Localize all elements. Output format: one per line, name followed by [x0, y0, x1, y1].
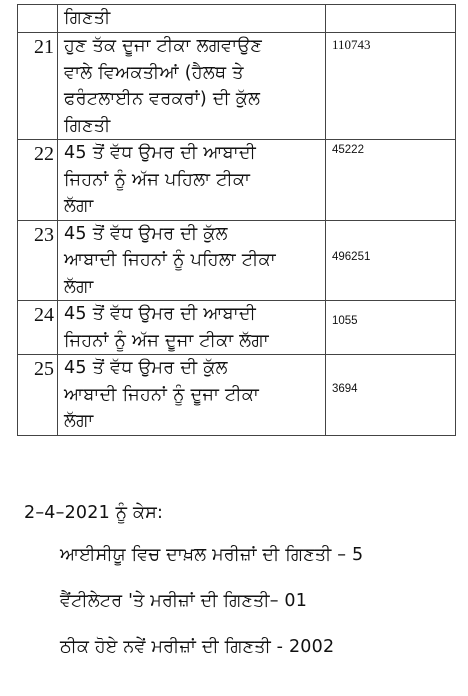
row-description [58, 301, 326, 355]
icu-patients-line: ਆਈਸੀਯੂ ਵਿਚ ਦਾਖ਼ਲ ਮਰੀਜ਼ਾਂ ਦੀ ਗਿਣਤੀ – 5 [60, 545, 364, 565]
row-value: 3694 [326, 355, 456, 436]
description-line: ਗਿਣਤੀ [64, 115, 111, 136]
row-number: 22 [18, 140, 58, 221]
table-row [18, 355, 456, 436]
row-description [58, 220, 326, 301]
description-line: ਜਿਹਨਾਂ ਨੂੰ ਅੱਜ ਪਹਿਲਾ ਟੀਕਾ [64, 169, 251, 190]
description-line: ਲੱਗਾ [64, 196, 94, 216]
description-line: ਗਿਣਤੀ [64, 8, 111, 28]
row-number [18, 5, 58, 33]
row-value: 496251 [326, 220, 456, 301]
description-line: ਵਾਲੇ ਵਿਅਕਤੀਆਂ (ਹੈਲਥ ਤੇ [64, 62, 244, 83]
table-body [18, 5, 456, 436]
row-description [58, 355, 326, 436]
row-number: 24 [18, 301, 58, 355]
description-line: ਆਬਾਦੀ ਜਿਹਨਾਂ ਨੂੰ ਪਹਿਲਾ ਟੀਕਾ [64, 250, 276, 270]
description-line: ਲੱਗਾ [64, 411, 94, 431]
table-row [18, 301, 456, 355]
daily-cases-section [24, 500, 464, 680]
description-line: ਲੱਗਾ [64, 276, 94, 297]
row-value: 45222 [326, 140, 456, 221]
row-description [58, 33, 326, 140]
description-line: ਫਰੰਟਲਾਈਨ ਵਰਕਰਾਂ) ਦੀ ਕੁੱਲ [64, 89, 261, 109]
description-line: ਜਿਹਨਾਂ ਨੂੰ ਅੱਜ ਦੂਜਾ ਟੀਕਾ ਲੱਗਾ [64, 330, 269, 351]
description-line: 45 ਤੋਂ ਵੱਧ ਉਮਰ ਦੀ ਕੁੱਲ [64, 358, 228, 378]
row-description [58, 140, 326, 221]
table-row [18, 220, 456, 301]
description-line: 45 ਤੋਂ ਵੱਧ ਉਮਰ ਦੀ ਆਬਾਦੀ [64, 304, 257, 324]
table-row [18, 140, 456, 221]
row-number: 25 [18, 355, 58, 436]
table-row [18, 33, 456, 140]
row-value: 110743 [326, 33, 456, 140]
row-number: 21 [18, 33, 58, 140]
cases-heading: 2–4–2021 ਨੂੰ ਕੇਸ: [24, 503, 164, 523]
row-value: 1055 [326, 301, 456, 355]
description-line: 45 ਤੋਂ ਵੱਧ ਉਮਰ ਦੀ ਆਬਾਦੀ [64, 143, 257, 163]
row-description [58, 5, 326, 33]
recovered-patients-line: ਠੀਕ ਹੋਏ ਨਵੇਂ ਮਰੀਜ਼ਾਂ ਦੀ ਗਿਣਤੀ - 2002 [60, 637, 335, 657]
vaccination-stats-table [17, 4, 456, 436]
row-number: 23 [18, 220, 58, 301]
table-row [18, 5, 456, 33]
row-value [326, 5, 456, 33]
ventilator-patients-line: ਵੈਂਟੀਲੇਟਰ 'ਤੇ ਮਰੀਜ਼ਾਂ ਦੀ ਗਿਣਤੀ– 01 [60, 591, 308, 611]
description-line: 45 ਤੋਂ ਵੱਧ ਉਮਰ ਦੀ ਕੁੱਲ [64, 223, 228, 244]
description-line: ਹੁਣ ਤੱਕ ਦੂਜਾ ਟੀਕਾ ਲਗਵਾਉਣ [64, 36, 263, 56]
description-line: ਆਬਾਦੀ ਜਿਹਨਾਂ ਨੂੰ ਦੂਜਾ ਟੀਕਾ [64, 384, 260, 405]
